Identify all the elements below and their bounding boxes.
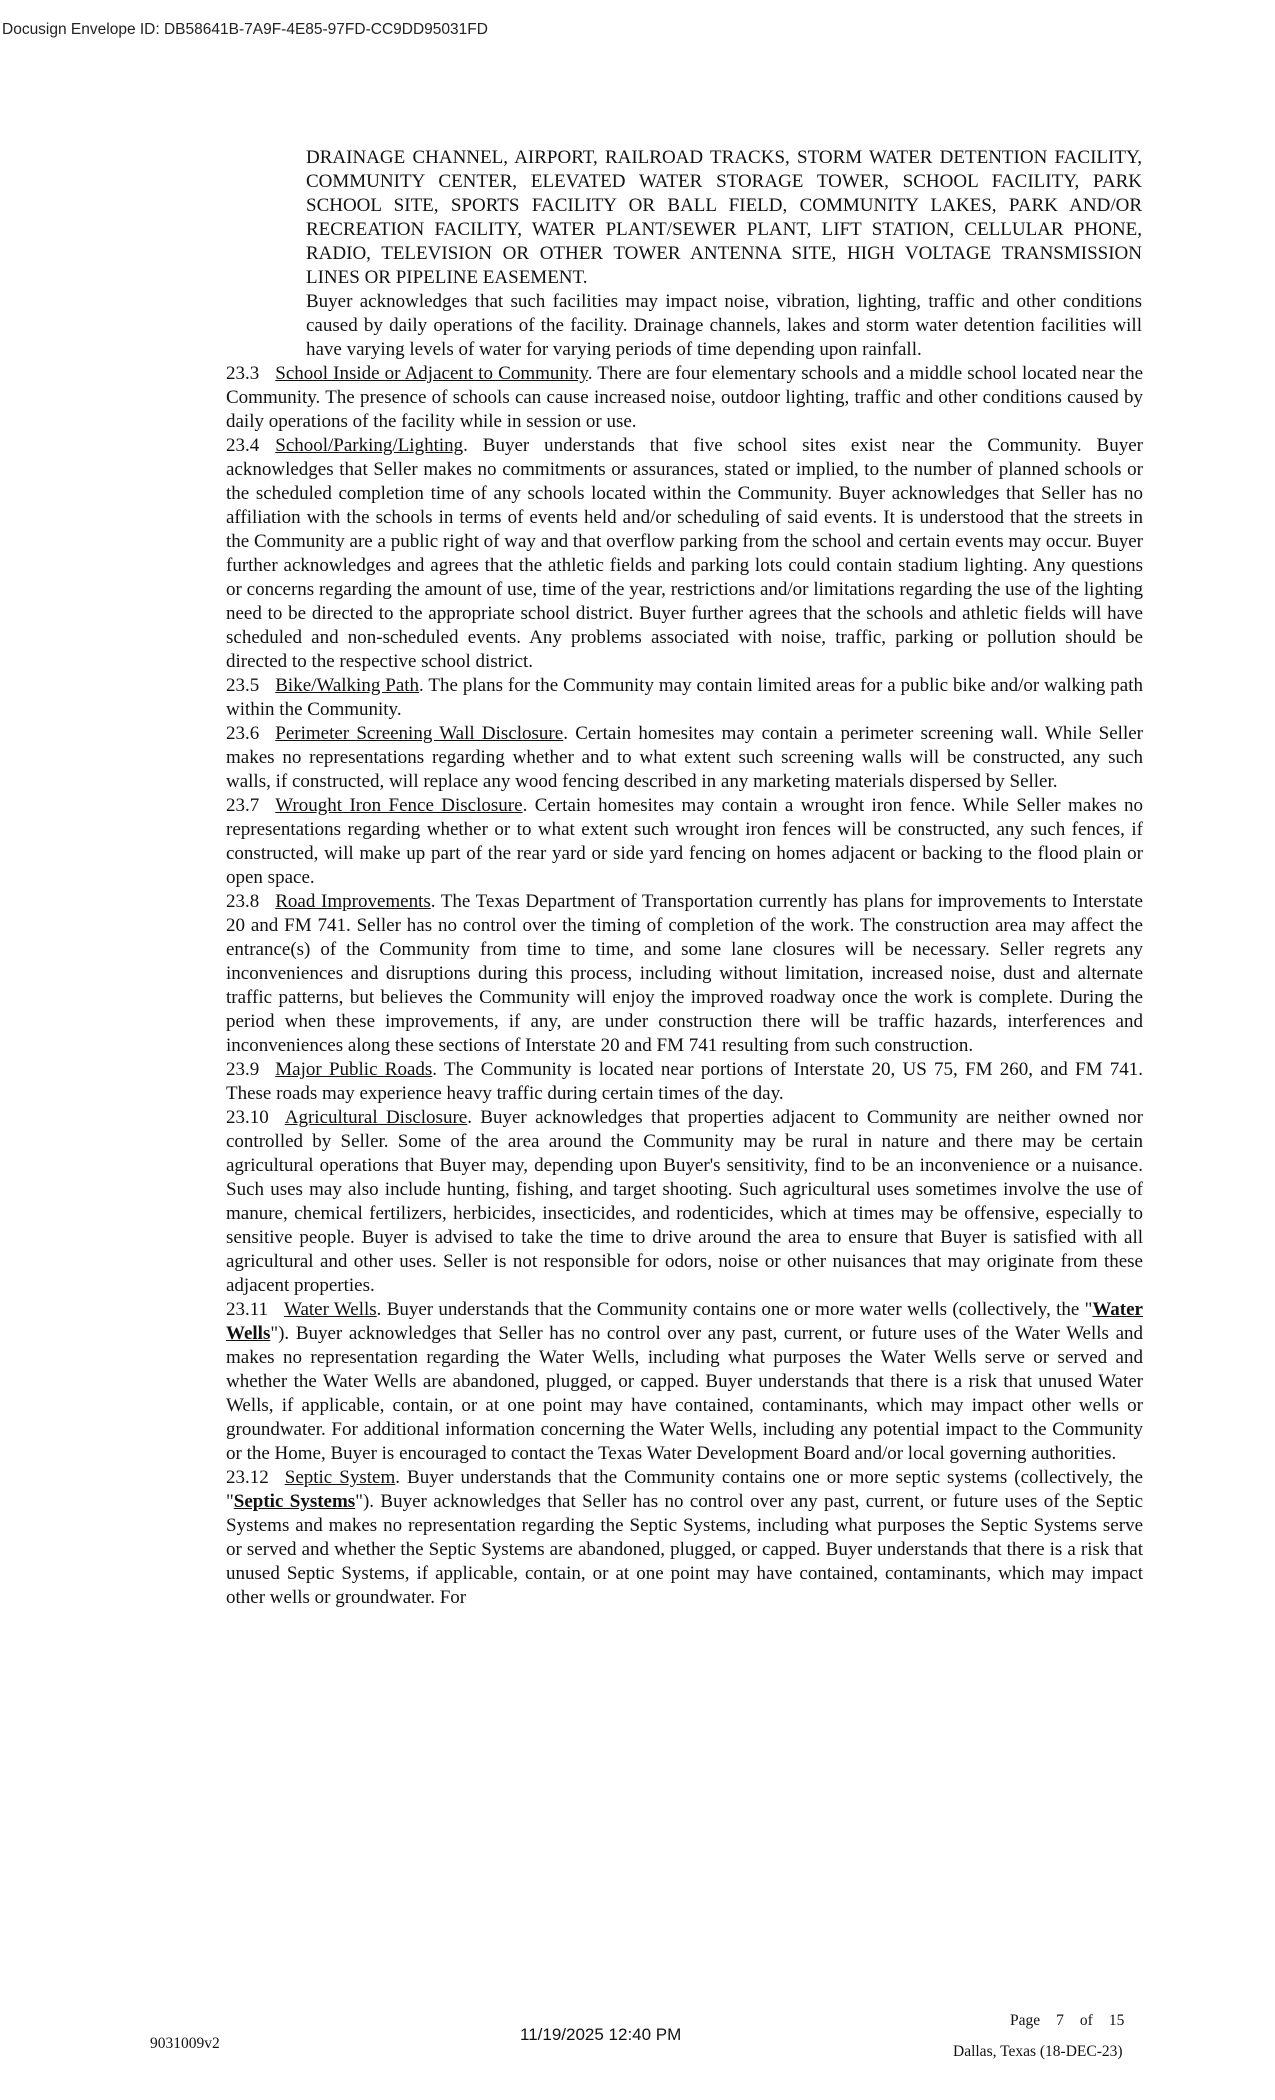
defined-term: Septic Systems (233, 1491, 356, 1512)
section-title: Major Public Roads (275, 1059, 433, 1080)
section-number: 23.11 (226, 1299, 269, 1320)
section-number: 23.4 (226, 435, 260, 456)
section-body: . Buyer understands that the Community contains one or more septic systems (collectively, the " (226, 1467, 1143, 1512)
document-body (226, 146, 1143, 1610)
section-number: 23.7 (226, 795, 260, 816)
section-body: . The plans for the Community may contain limited areas for a public bike and/or walking path within the Community. (226, 675, 1143, 720)
timestamp: 11/19/2025 12:40 PM (520, 2025, 682, 2044)
section-23-5 (226, 674, 1143, 722)
of-label: of (1079, 2012, 1093, 2029)
section-23-3 (226, 362, 1143, 434)
section-body: . There are four elementary schools and a middle school located near the Community. The presence of schools can cause increased noise, outdoor lighting, traffic and other conditions caused by daily operations of the facility while in session or use. (226, 363, 1143, 432)
section-23-6 (226, 722, 1143, 794)
section-number: 23.10 (226, 1107, 269, 1128)
defined-term: Water Wells (226, 1299, 1143, 1344)
section-number: 23.8 (226, 891, 260, 912)
section-title: School Inside or Adjacent to Community (275, 363, 588, 384)
section-23-9 (226, 1058, 1143, 1106)
intro-block (306, 146, 1142, 362)
section-title: Water Wells (284, 1299, 377, 1320)
section-body: . The Texas Department of Transportation currently has plans for improvements to Interstate 20 and FM 741. Seller has no control over the timing of completion of the work. The construction area may affect the entrance(s) of the Community from time to time, and some lane closures will be necessary. Seller regrets any inconveniences and disruptions during this process, including without limitation, increased noise, dust and alternate traffic patterns, but believes the Community will enjoy the improved roadway once the work is complete. During the period when these improvements, if any, are under construction there will be traffic hazards, interferences and inconveniences along these sections of Interstate 20 and FM 741 resulting from such construction. (226, 891, 1143, 1056)
section-body: . Certain homesites may contain a perimeter screening wall. While Seller makes no representations regarding whether and to what extent such screening walls will be constructed, any such walls, if constructed, will replace any wood fencing described in any marketing materials dispersed by Seller. (226, 723, 1143, 792)
section-number: 23.12 (226, 1467, 269, 1488)
section-title: Perimeter Screening Wall Disclosure (275, 723, 564, 744)
section-23-12 (226, 1466, 1143, 1610)
section-title: Septic System (284, 1467, 396, 1488)
section-title: Road Improvements (275, 891, 431, 912)
section-body: "). Buyer acknowledges that Seller has no control over any past, current, or future uses of the Septic Systems and makes no representation regarding the Septic Systems, including what purposes the Septic Systems serve or served and whether the Septic Systems are abandoned, plugged, or capped. Buyer understands that there is a risk that unused Septic Systems, if applicable, contain, or at one point may have contained, contaminants, which may impact other wells or groundwater. For (226, 1491, 1143, 1608)
section-title: Wrought Iron Fence Disclosure (275, 795, 523, 816)
section-number: 23.6 (226, 723, 260, 744)
envelope-id: Docusign Envelope ID: DB58641B-7A9F-4E85-97FD-CC9DD95031FD (2, 21, 488, 38)
facilities-list: DRAINAGE CHANNEL, AIRPORT, RAILROAD TRACKS, STORM WATER DETENTION FACILITY, COMMUNITY CENTER, ELEVATED WATER STORAGE TOWER, SCHOOL FACILITY, PARK SCHOOL SITE, SPORTS FACILITY OR BALL FIELD, COMMUNITY LAKES, PARK AND/OR RECREATION FACILITY, WATER PLANT/SEWER PLANT, LIFT STATION, CELLULAR PHONE, RADIO, TELEVISION OR OTHER TOWER ANTENNA SITE, HIGH VOLTAGE TRANSMISSION LINES OR PIPELINE EASEMENT. (306, 147, 1142, 288)
section-number: 23.3 (226, 363, 260, 384)
section-23-4 (226, 434, 1143, 674)
section-body: . Buyer acknowledges that properties adjacent to Community are neither owned nor controlled by Seller. Some of the area around the Community may be rural in nature and there may be certain agricultural operations that Buyer may, depending upon Buyer's sensitivity, find to be an inconvenience or a nuisance. Such uses may also include hunting, fishing, and target shooting. Such agricultural uses sometimes involve the use of manure, chemical fertilizers, herbicides, insecticides, and rodenticides, which at times may be offensive, especially to sensitive people. Buyer is advised to take the time to drive around the area to ensure that Buyer is satisfied with all agricultural and other uses. Seller is not responsible for odors, noise or other nuisances that may originate from these adjacent properties. (226, 1107, 1143, 1296)
section-body: "). Buyer acknowledges that Seller has no control over any past, current, or future uses of the Water Wells and makes no representation regarding the Water Wells, including what purposes the Water Wells serve or served and whether the Water Wells are abandoned, plugged, or capped. Buyer understands that there is a risk that unused Water Wells, if applicable, contain, or at one point may have contained, contaminants, which may impact other wells or groundwater. For additional information concerning the Water Wells, including any potential impact to the Community or the Home, Buyer is encouraged to contact the Texas Water Development Board and/or local governing authorities. (226, 1323, 1143, 1464)
section-title: Agricultural Disclosure (284, 1107, 468, 1128)
document-id: 9031009v2 (150, 2035, 220, 2052)
section-23-10 (226, 1106, 1143, 1298)
section-body: . Buyer understands that five school sites exist near the Community. Buyer acknowledges that Seller makes no commitments or assurances, stated or implied, to the number of planned schools or the scheduled completion time of any schools located within the Community. Buyer acknowledges that Seller has no affiliation with the schools in terms of events held and/or scheduling of said events. It is understood that the streets in the Community are a public right of way and that overflow parking from the school and certain events may occur. Buyer further acknowledges and agrees that the athletic fields and parking lots could contain stadium lighting. Any questions or concerns regarding the amount of use, time of the year, restrictions and/or limitations regarding the use of the lighting need to be directed to the appropriate school district. Buyer further agrees that the schools and athletic fields will have scheduled and non-scheduled events. Any problems associated with noise, traffic, parking or pollution should be directed to the respective school district. (226, 435, 1143, 672)
section-body: . The Community is located near portions of Interstate 20, US 75, FM 260, and FM 741. These roads may experience heavy traffic during certain times of the day. (226, 1059, 1143, 1104)
facilities-acknowledgment: Buyer acknowledges that such facilities may impact noise, vibration, lighting, traffic and other conditions caused by daily operations of the facility. Drainage channels, lakes and storm water detention facilities will have varying levels of water for varying periods of time depending upon rainfall. (306, 291, 1142, 360)
section-body: . Buyer understands that the Community contains one or more water wells (collectively, the " (376, 1299, 1093, 1320)
section-body: . Certain homesites may contain a wrought iron fence. While Seller makes no representations regarding whether or to what extent such wrought iron fences will be constructed, any such fences, if constructed, will make up part of the rear yard or side yard fencing on homes adjacent or backing to the flood plain or open space. (226, 795, 1144, 888)
form-location: Dallas, Texas (18-DEC-23) (953, 2043, 1123, 2060)
section-23-7 (226, 794, 1143, 890)
page-number: 7 (1056, 2012, 1064, 2029)
section-number: 23.9 (226, 1059, 260, 1080)
page-label: Page (1010, 2012, 1041, 2029)
section-title: Bike/Walking Path (275, 675, 420, 696)
total-pages: 15 (1108, 2012, 1125, 2029)
page-indicator (1010, 2012, 1140, 2030)
section-title: School/Parking/Lighting (275, 435, 464, 456)
section-23-8 (226, 890, 1143, 1058)
section-number: 23.5 (226, 675, 260, 696)
section-23-11 (226, 1298, 1143, 1466)
